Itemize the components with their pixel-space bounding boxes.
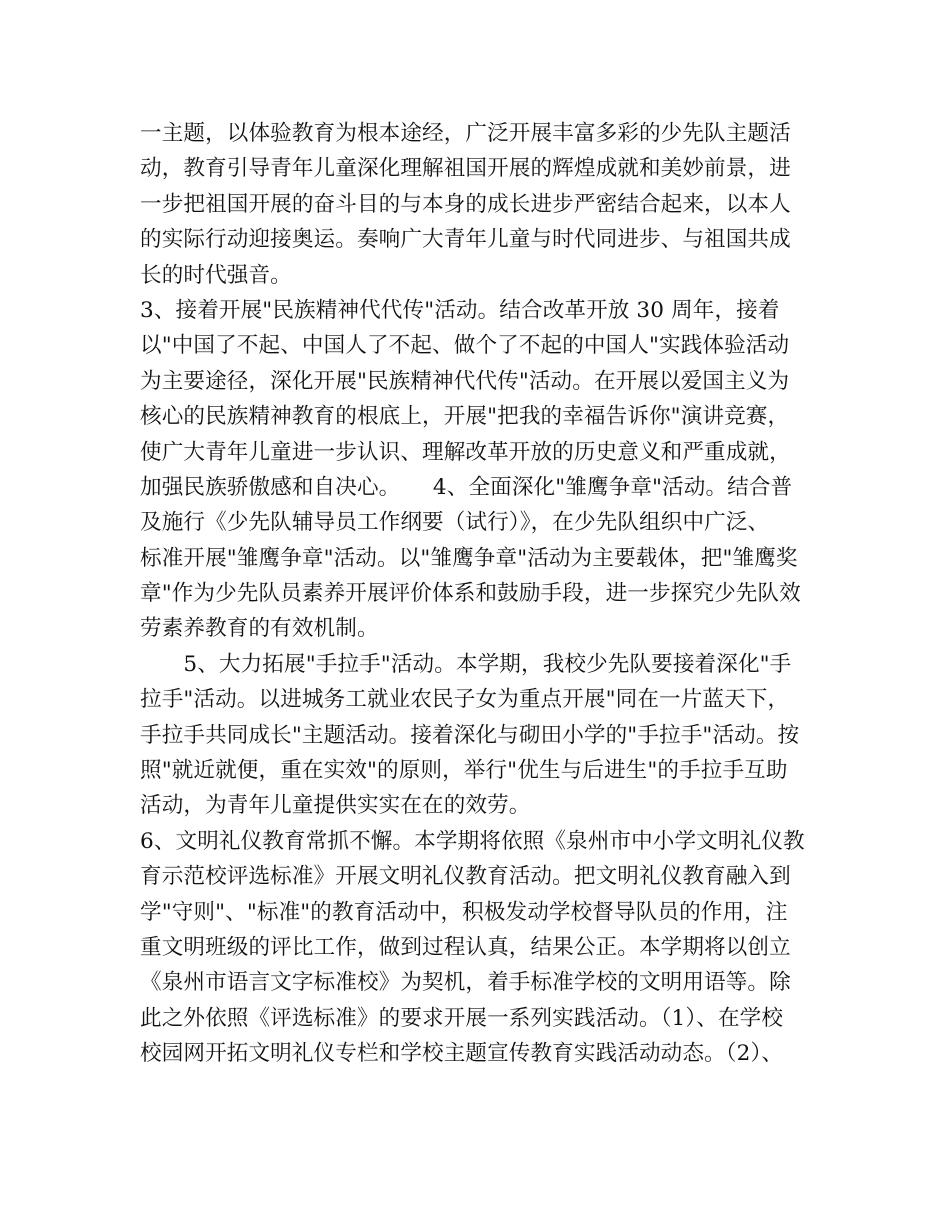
text-line: 活动，为青年儿童提供实实在在的效劳。: [140, 793, 531, 819]
text-line: 动，教育引导青年儿童深化理解祖国开展的辉煌成就和美妙前景，进: [140, 156, 791, 182]
text-line: 手拉手共同成长"主题活动。接着深化与砌田小学的"手拉手"活动。按: [140, 722, 800, 748]
text-line: 育示范校评选标准》开展文明礼仪教育活动。把文明礼仪教育融入到: [140, 864, 791, 890]
body-text: [140, 116, 820, 1072]
text-line: 使广大青年儿童进一步认识、理解改革开放的历史意义和严重成就，: [140, 439, 791, 465]
text-line: 此之外依照《评选标准》的要求开展一系列实践活动。（1）、在学校: [140, 1005, 784, 1031]
text-line: 6、文明礼仪教育常抓不懈。本学期将依照《泉州市中小学文明礼仪教: [140, 828, 805, 854]
text-line: 及施行《少先队辅导员工作纲要（试行）》，在少先队组织中广泛、: [140, 510, 770, 536]
text-line: 标准开展"雏鹰争章"活动。以"雏鹰争章"活动为主要载体，把"雏鹰奖: [140, 545, 798, 571]
text-line: 3、接着开展"民族精神代代传"活动。结合改革开放 30 周年，接着: [140, 297, 780, 323]
text-line: 的实际行动迎接奥运。奏响广大青年儿童与时代同进步、与祖国共成: [140, 227, 791, 253]
text-line: 一主题，以体验教育为根本途经，广泛开展丰富多彩的少先队主题活: [140, 121, 791, 146]
text-line: 5、大力拓展"手拉手"活动。本学期，我校少先队要接着深化"手: [140, 651, 792, 677]
text-line: 重文明班级的评比工作，做到过程认真，结果公正。本学期将以创立: [140, 934, 791, 960]
text-line: 拉手"活动。以进城务工就业农民子女为重点开展"同在一片蓝天下，: [140, 687, 790, 713]
text-line: 一步把祖国开展的奋斗目的与本身的成长进步严密结合起来，以本人: [140, 191, 791, 217]
text-line: 以"中国了不起、中国人了不起、做个了不起的中国人"实践体验活动: [140, 333, 790, 359]
text-line: 章"作为少先队员素养开展评价体系和鼓励手段，进一步探究少先队效: [140, 581, 801, 607]
text-line: 照"就近就便，重在实效"的原则，举行"优生与后进生"的手拉手互助: [140, 758, 788, 784]
text-line: 校园网开拓文明礼仪专栏和学校主题宣传教育实践活动动态。（2）、: [140, 1041, 784, 1067]
text-line: 学"守则"、"标准"的教育活动中，积极发动学校督导队员的作用，注: [140, 899, 788, 925]
text-line: 核心的民族精神教育的根底上，开展"把我的幸福告诉你"演讲竞赛，: [140, 404, 790, 430]
text-line: 长的时代强音。: [140, 262, 292, 288]
text-line: 劳素养教育的有效机制。: [140, 616, 379, 642]
text-line: 为主要途径，深化开展"民族精神代代传"活动。在开展以爱国主义为: [140, 368, 790, 394]
text-line: 《泉州市语言文字标准校》为契机，着手标准学校的文明用语等。除: [140, 970, 791, 996]
text-line: 加强民族骄傲感和自决心。 4、全面深化"雏鹰争章"活动。结合普: [140, 474, 793, 500]
